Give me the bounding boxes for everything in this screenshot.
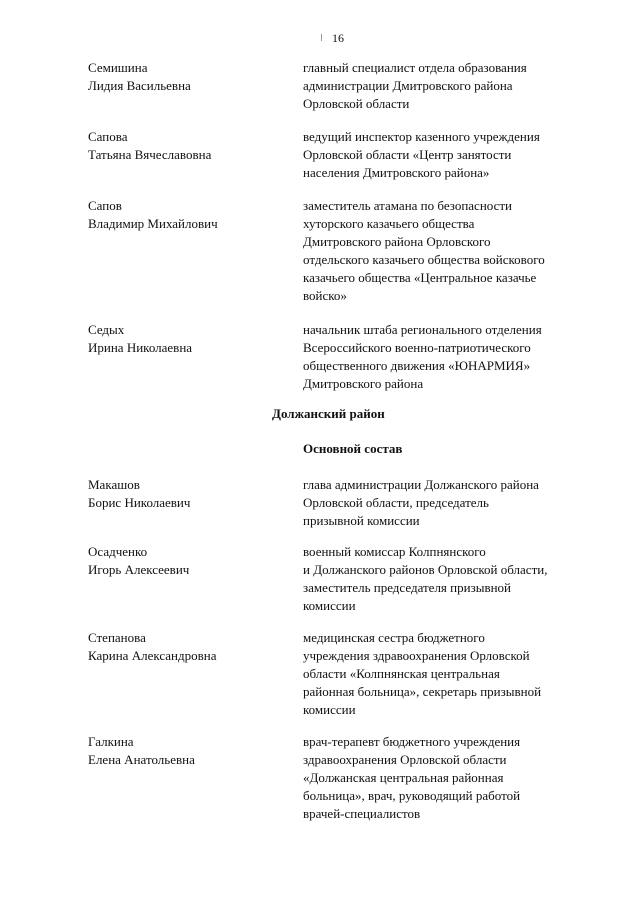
- position-line: ведущий инспектор казенного учреждения: [303, 129, 540, 144]
- member-surname: Сапова: [88, 129, 128, 144]
- member-name: [88, 128, 278, 164]
- position-line: начальник штаба регионального отделения: [303, 322, 542, 337]
- member-position: [303, 321, 603, 393]
- position-line: комиссии: [303, 702, 356, 717]
- position-line: Орловской области «Центр занятости: [303, 147, 512, 162]
- position-line: врач-терапевт бюджетного учреждения: [303, 734, 521, 749]
- member-position: [303, 733, 603, 823]
- position-line: здравоохранения Орловской области: [303, 752, 507, 767]
- member-position: [303, 476, 603, 530]
- position-line: медицинская сестра бюджетного: [303, 630, 485, 645]
- member-given-name: Владимир Михайлович: [88, 216, 218, 231]
- position-line: заместитель председателя призывной: [303, 580, 511, 595]
- member-surname: Степанова: [88, 630, 146, 645]
- position-line: больница», врач, руководящий работой: [303, 788, 521, 803]
- position-line: Всероссийского военно-патриотического: [303, 340, 531, 355]
- position-line: администрации Дмитровского района: [303, 78, 513, 93]
- member-given-name: Лидия Васильевна: [88, 78, 191, 93]
- position-line: Орловской области: [303, 96, 410, 111]
- member-surname: Осадченко: [88, 544, 148, 559]
- position-line: призывной комиссии: [303, 513, 420, 528]
- member-position: [303, 59, 603, 113]
- position-line: хуторского казачьего общества: [303, 216, 475, 231]
- member-surname: Галкина: [88, 734, 134, 749]
- position-line: казачьего общества «Центральное казачье: [303, 270, 537, 285]
- member-given-name: Татьяна Вячеславовна: [88, 147, 212, 162]
- district-heading: Должанский район: [272, 406, 385, 421]
- member-name: [88, 321, 278, 357]
- member-given-name: Ирина Николаевна: [88, 340, 193, 355]
- page-number: 16: [332, 31, 344, 45]
- member-name: [88, 733, 278, 769]
- position-line: отдельского казачьего общества войскового: [303, 252, 545, 267]
- position-line: заместитель атамана по безопасности: [303, 198, 513, 213]
- member-surname: Макашов: [88, 477, 140, 492]
- member-surname: Семишина: [88, 60, 148, 75]
- position-line: главный специалист отдела образования: [303, 60, 527, 75]
- member-name: [88, 197, 278, 233]
- member-position: [303, 629, 603, 719]
- position-line: Дмитровского района: [303, 376, 424, 391]
- member-name: [88, 629, 278, 665]
- position-line: «Должанская центральная районная: [303, 770, 504, 785]
- position-line: учреждения здравоохранения Орловской: [303, 648, 530, 663]
- position-line: области «Колпнянская центральная: [303, 666, 500, 681]
- member-surname: Сапов: [88, 198, 122, 213]
- member-position: [303, 128, 603, 182]
- member-surname: Седых: [88, 322, 125, 337]
- member-given-name: Игорь Алексеевич: [88, 562, 190, 577]
- composition-heading: Основной состав: [303, 441, 403, 456]
- member-given-name: Елена Анатольевна: [88, 752, 195, 767]
- member-given-name: Карина Александровна: [88, 648, 217, 663]
- position-line: районная больница», секретарь призывной: [303, 684, 542, 699]
- position-line: и Должанского районов Орловской области,: [303, 562, 548, 577]
- position-line: Орловской области, председатель: [303, 495, 489, 510]
- position-line: военный комиссар Колпнянского: [303, 544, 486, 559]
- member-position: [303, 197, 603, 305]
- position-line: комиссии: [303, 598, 356, 613]
- member-name: [88, 59, 278, 95]
- position-line: населения Дмитровского района»: [303, 165, 490, 180]
- member-given-name: Борис Николаевич: [88, 495, 191, 510]
- position-line: Дмитровского района Орловского: [303, 234, 491, 249]
- member-position: [303, 543, 603, 615]
- position-line: глава администрации Должанского района: [303, 477, 539, 492]
- member-name: [88, 476, 278, 512]
- member-name: [88, 543, 278, 579]
- scan-mark: [321, 34, 322, 41]
- position-line: войско»: [303, 288, 347, 303]
- position-line: врачей-специалистов: [303, 806, 421, 821]
- position-line: общественного движения «ЮНАРМИЯ»: [303, 358, 531, 373]
